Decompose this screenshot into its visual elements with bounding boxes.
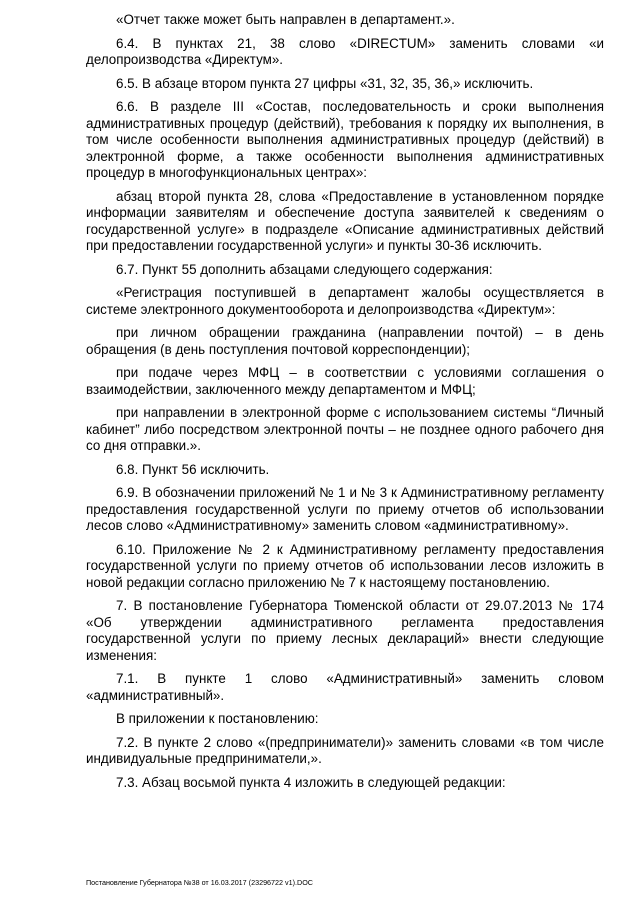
paragraph: 7.1. В пункте 1 слово «Административный» заменить словом «административный». — [86, 671, 604, 703]
paragraph: 6.5. В абзаце втором пункта 27 цифры «31, 32, 35, 36,» исключить. — [116, 75, 534, 91]
document-body — [86, 12, 604, 798]
paragraph: 7.2. В пункте 2 слово «(предприниматели)» заменить словами «в том числе индивидуальные предприниматели,». — [86, 734, 604, 766]
paragraph: при направлении в электронной форме с использованием системы “Личный кабинет” либо посредством электронной почты – не позднее одного рабочего дня со дня отправки.». — [86, 405, 604, 453]
paragraph: 6.10. Приложение № 2 к Административному регламенту предоставления государственной услуги по приему отчетов об использовании лесов изложить в новой редакции согласно приложению № 7 к настоящему постановлению. — [86, 541, 604, 590]
paragraph: «Отчет также может быть направлен в департамент.». — [116, 12, 455, 27]
paragraph: 6.8. Пункт 56 исключить. — [116, 461, 270, 477]
paragraph: 7.3. Абзац восьмой пункта 4 изложить в следующей редакции: — [116, 774, 506, 790]
paragraph: 6.9. В обозначении приложений № 1 и № 3 к Административному регламенту предоставления государственной услуги по приему отчетов об использовании лесов слово «Административному» заменить словом «административному». — [86, 485, 604, 533]
paragraph: 7. В постановление Губернатора Тюменской области от 29.07.2013 № 174 «Об утверждении административного регламента предоставления государственной услуги по приему лесных деклараций» внести следующие изменения: — [86, 598, 604, 663]
paragraph: 6.6. В разделе III «Состав, последовательность и сроки выполнения административных процедур (действий), требования к порядку их выполнения, в том числе особенности выполнения административных процедур (действий) в электронной форме, а также особенности выполнения административных процедур в многофункциональных центрах»: — [86, 99, 604, 180]
paragraph: 6.7. Пункт 55 дополнить абзацами следующего содержания: — [116, 261, 493, 277]
paragraph: «Регистрация поступившей в департамент жалобы осуществляется в системе электронного документооборота и делопроизводства «Директум»: — [86, 285, 604, 317]
paragraph: абзац второй пункта 28, слова «Предоставление в установленном порядке информации заявителям и обеспечение доступа заявителей к сведениям о государственной услуге» в подразделе «Описание административных действий при предоставлении государственной услуги» и пункты 30-36 исключить. — [86, 188, 604, 253]
paragraph: при личном обращении гражданина (направлении почтой) – в день обращения (в день поступления почтовой корреспонденции); — [86, 325, 604, 357]
document-footer: Постановление Губернатора №38 от 16.03.2017 (23296722 v1).DOC — [86, 878, 314, 887]
paragraph: В приложении к постановлению: — [116, 711, 319, 726]
paragraph: 6.4. В пунктах 21, 38 слово «DIRECTUM» заменить словами «и делопроизводства «Директум». — [86, 35, 604, 67]
paragraph: при подаче через МФЦ – в соответствии с условиями соглашения о взаимодействии, заключенного между департаментом и МФЦ; — [86, 365, 604, 397]
